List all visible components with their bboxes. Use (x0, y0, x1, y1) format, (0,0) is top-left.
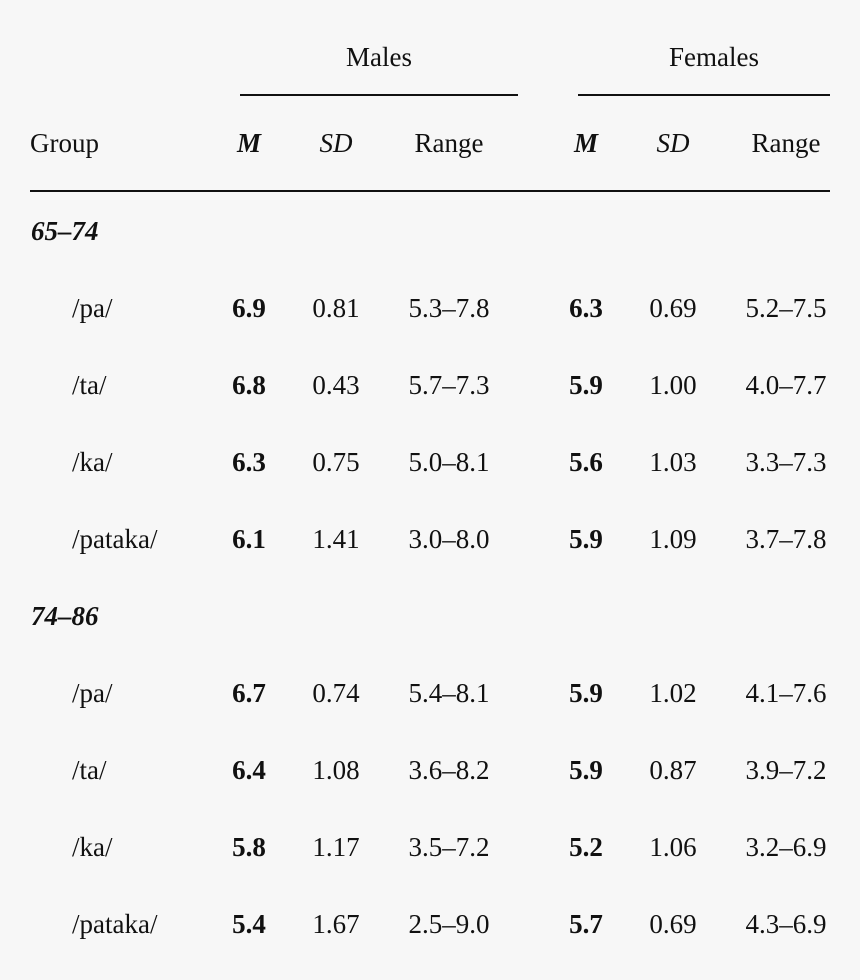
male-range-cell: 3.6–8.2 (408, 755, 490, 785)
column-header-rule (30, 190, 830, 192)
males-header: Males (346, 42, 412, 72)
males-header-rule (240, 94, 518, 96)
female-range-cell: 4.1–7.6 (745, 678, 827, 708)
female-sd-cell: 0.69 (649, 293, 697, 323)
female-range-cell: 3.3–7.3 (745, 447, 827, 477)
group-label: 65–74 (31, 216, 99, 246)
male-sd-cell: 0.81 (312, 293, 360, 323)
females-header: Females (669, 42, 759, 72)
syllable-cell: /pataka/ (72, 524, 158, 554)
female-mean-cell: 6.3 (569, 293, 603, 323)
female-mean-cell: 5.6 (569, 447, 603, 477)
female-mean-cell: 5.9 (569, 678, 603, 708)
syllable-cell: /ka/ (72, 447, 113, 477)
male-mean-cell: 5.8 (232, 832, 266, 862)
male-range-cell: 5.0–8.1 (408, 447, 490, 477)
male-sd-cell: 0.74 (312, 678, 360, 708)
syllable-cell: /pa/ (72, 678, 113, 708)
female-sd-cell: 1.02 (649, 678, 697, 708)
female-range-cell: 5.2–7.5 (745, 293, 827, 323)
male-sd-cell: 1.67 (312, 909, 360, 939)
male-range-cell: 5.3–7.8 (408, 293, 490, 323)
group-label: 74–86 (31, 601, 99, 631)
syllable-cell: /ka/ (72, 832, 113, 862)
females-range-column-header: Range (751, 128, 821, 158)
female-sd-cell: 0.69 (649, 909, 697, 939)
male-mean-cell: 6.1 (232, 524, 266, 554)
syllable-cell: /ta/ (72, 755, 107, 785)
females-header-rule (578, 94, 830, 96)
female-range-cell: 3.2–6.9 (745, 832, 827, 862)
male-mean-cell: 6.7 (232, 678, 266, 708)
male-sd-cell: 1.17 (312, 832, 360, 862)
females-sd-column-header: SD (656, 128, 690, 158)
males-m-column-header: M (236, 128, 262, 158)
female-range-cell: 3.9–7.2 (745, 755, 827, 785)
male-sd-cell: 0.75 (312, 447, 360, 477)
male-mean-cell: 6.4 (232, 755, 266, 785)
syllable-cell: /pataka/ (72, 909, 158, 939)
female-mean-cell: 5.9 (569, 370, 603, 400)
female-mean-cell: 5.9 (569, 524, 603, 554)
male-mean-cell: 6.3 (232, 447, 266, 477)
males-sd-column-header: SD (319, 128, 353, 158)
female-range-cell: 4.3–6.9 (745, 909, 827, 939)
female-sd-cell: 1.06 (649, 832, 697, 862)
males-range-column-header: Range (414, 128, 484, 158)
male-mean-cell: 6.9 (232, 293, 266, 323)
male-range-cell: 5.4–8.1 (408, 678, 490, 708)
female-mean-cell: 5.2 (569, 832, 603, 862)
female-mean-cell: 5.7 (569, 909, 603, 939)
male-sd-cell: 0.43 (312, 370, 360, 400)
female-range-cell: 3.7–7.8 (745, 524, 827, 554)
female-sd-cell: 1.09 (649, 524, 697, 554)
female-range-cell: 4.0–7.7 (745, 370, 827, 400)
male-range-cell: 3.0–8.0 (408, 524, 490, 554)
syllable-cell: /pa/ (72, 293, 113, 323)
syllable-cell: /ta/ (72, 370, 107, 400)
male-range-cell: 2.5–9.0 (408, 909, 490, 939)
female-sd-cell: 1.00 (649, 370, 697, 400)
male-mean-cell: 6.8 (232, 370, 266, 400)
female-sd-cell: 0.87 (649, 755, 697, 785)
male-range-cell: 5.7–7.3 (408, 370, 490, 400)
female-sd-cell: 1.03 (649, 447, 697, 477)
male-mean-cell: 5.4 (232, 909, 266, 939)
male-range-cell: 3.5–7.2 (408, 832, 490, 862)
female-mean-cell: 5.9 (569, 755, 603, 785)
male-sd-cell: 1.41 (312, 524, 360, 554)
male-sd-cell: 1.08 (312, 755, 360, 785)
females-m-column-header: M (573, 128, 599, 158)
group-column-header: Group (30, 128, 99, 158)
